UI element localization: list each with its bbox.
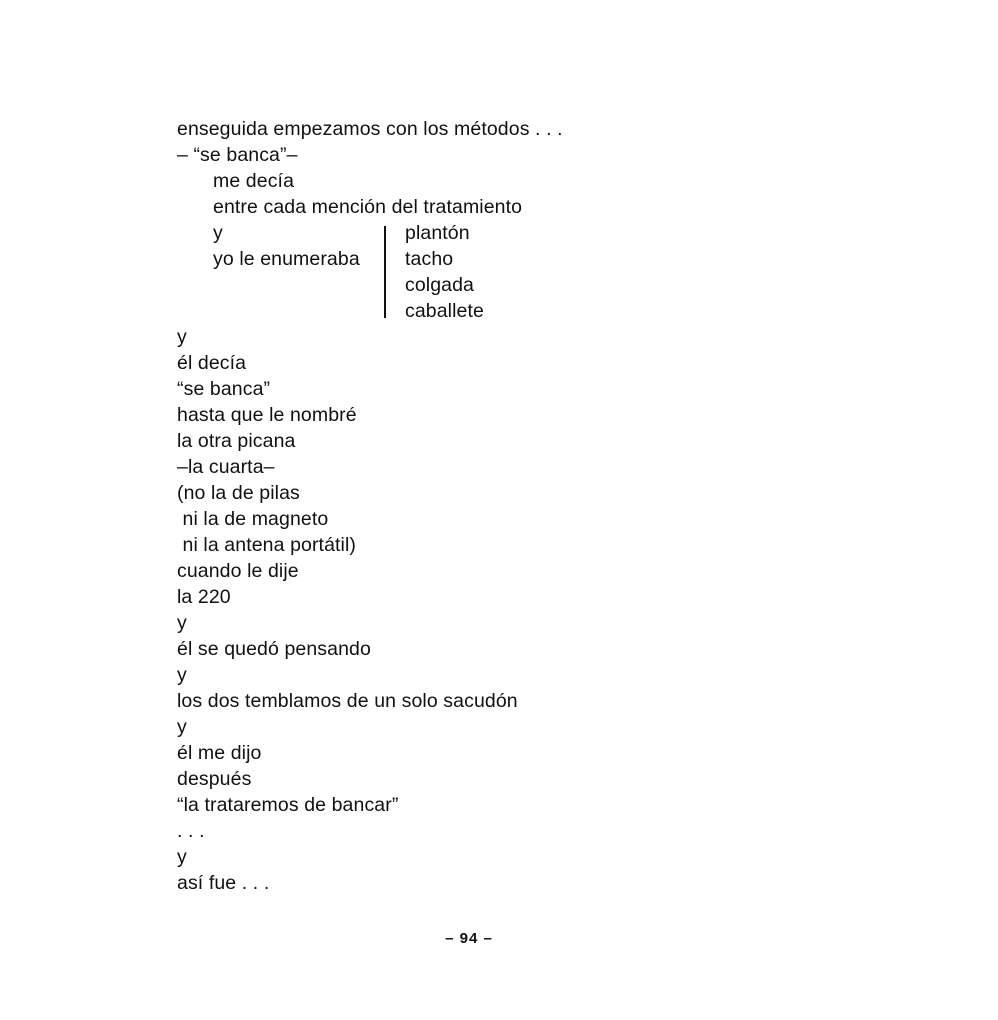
- poem-line: –la cuarta–: [177, 456, 275, 478]
- poem-line: él me dijo: [177, 742, 262, 764]
- enumeration-block: [177, 220, 937, 324]
- poem-line: y: [213, 222, 223, 244]
- poem-line: – “se banca”–: [177, 144, 298, 166]
- enumeration-item: plantón: [405, 222, 470, 244]
- page-number: – 94 –: [445, 930, 493, 947]
- poem-line-indented: entre cada mención del tratamiento: [213, 196, 523, 218]
- poem-line: él decía: [177, 352, 247, 374]
- poem-line: así fue . . .: [177, 872, 270, 894]
- poem-line: y: [177, 716, 187, 738]
- poem-line: y: [177, 326, 187, 348]
- poem-line-indented: me decía: [213, 170, 295, 192]
- poem-line: . . .: [177, 820, 205, 842]
- enumeration-intro: [213, 220, 360, 272]
- enumeration-divider: [384, 226, 386, 318]
- poem-line: enseguida empezamos con los métodos . . .: [177, 118, 563, 140]
- poem-line: la 220: [177, 586, 231, 608]
- poem-line: y: [177, 664, 187, 686]
- poem-line: yo le enumeraba: [213, 248, 360, 270]
- poem-line: él se quedó pensando: [177, 638, 371, 660]
- poem-line: la otra picana: [177, 430, 296, 452]
- poem-line: “la trataremos de bancar”: [177, 794, 399, 816]
- poem-line: y: [177, 846, 187, 868]
- poem-line: cuando le dije: [177, 560, 299, 582]
- poem-line: ni la antena portátil): [177, 534, 356, 556]
- poem-line: “se banca”: [177, 378, 271, 400]
- poem-line: después: [177, 768, 252, 790]
- enumeration-list: [405, 220, 484, 324]
- poem-line: ni la de magneto: [177, 508, 329, 530]
- enumeration-item: tacho: [405, 248, 454, 270]
- poem-line: (no la de pilas: [177, 482, 300, 504]
- poem-line: los dos temblamos de un solo sacudón: [177, 690, 518, 712]
- poem-text: [177, 116, 937, 896]
- enumeration-item: colgada: [405, 274, 475, 296]
- enumeration-item: caballete: [405, 300, 484, 322]
- poem-line: y: [177, 612, 187, 634]
- poem-line: hasta que le nombré: [177, 404, 357, 426]
